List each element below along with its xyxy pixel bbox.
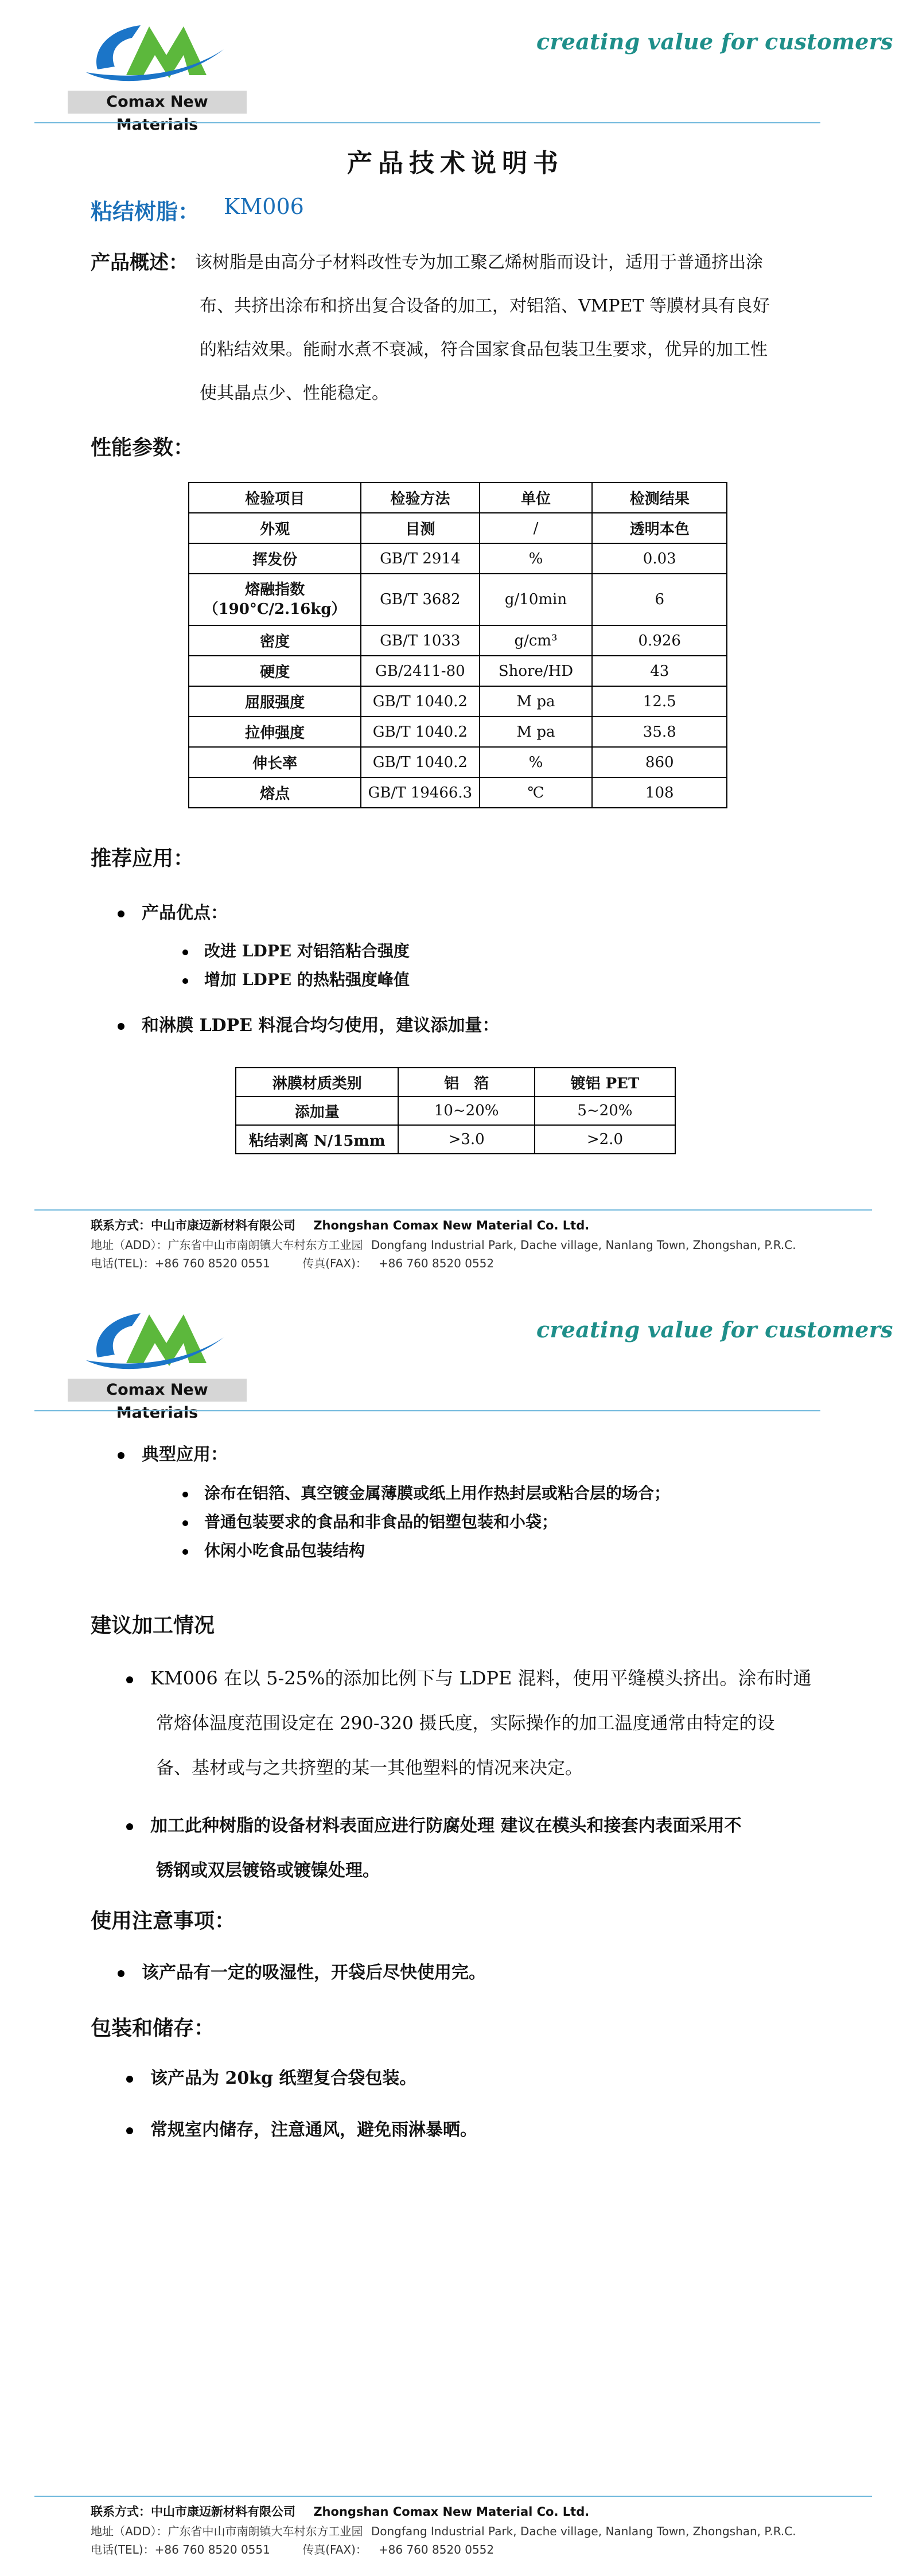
- bullet-icon: [182, 950, 188, 955]
- table-row: [189, 543, 727, 574]
- bullet-icon: [182, 1520, 188, 1526]
- advantages-bullet: [118, 898, 228, 924]
- table-row: [236, 1125, 675, 1154]
- table-cell: GB/T 3682: [361, 574, 479, 625]
- address-cn: 广东省中山市南朗镇大车村东方工业园: [168, 2524, 363, 2538]
- address-en: Dongfang Industrial Park, Dache village, Nanlang Town, Zhongshan, P.R.C.: [371, 2524, 796, 2538]
- table-cell: g/cm³: [480, 625, 593, 656]
- typical-text: 涂布在铝箔、真空镀金属薄膜或纸上用作热封层或粘合层的场合；: [204, 1484, 671, 1503]
- advantage-item: [182, 939, 410, 962]
- table-cell: 熔点: [189, 777, 361, 808]
- footer-contact: [91, 1216, 589, 1233]
- advantage-text: 改进 LDPE 对铝箔粘合强度: [204, 941, 410, 960]
- typical-text: 普通包装要求的食品和非食品的铝塑包装和小袋；: [204, 1512, 558, 1531]
- processing-text: 常熔体温度范围设定在 290-320 摄氏度，实际操作的加工温度通常由特定的设: [156, 1713, 775, 1734]
- table-cell: 屈服强度: [189, 686, 361, 717]
- table-row: [189, 717, 727, 747]
- table-cell: 目测: [361, 513, 479, 543]
- fax-number: +86 760 8520 0552: [378, 2543, 495, 2556]
- table-header-row: [189, 482, 727, 513]
- resin-label: 粘结树脂：: [91, 199, 200, 224]
- contact-label: 联系方式：: [91, 1219, 151, 1232]
- table-cell: 5~20%: [535, 1096, 675, 1125]
- address-label: 地址（ADD）：: [91, 2524, 168, 2538]
- header-divider: [34, 1410, 820, 1411]
- fax-label: 传真(FAX)：: [302, 1256, 367, 1270]
- advantage-item: [182, 967, 410, 990]
- applications-title: 推荐应用：: [91, 846, 194, 870]
- table-cell: /: [480, 513, 593, 543]
- footer-phone: [91, 2540, 494, 2557]
- table-cell: 外观: [189, 513, 361, 543]
- processing-text: 加工此种树脂的设备材料表面应进行防腐处理 建议在模头和接套内表面采用不: [150, 1816, 742, 1836]
- bullet-icon: [126, 2076, 133, 2083]
- performance-title: 性能参数：: [91, 435, 194, 460]
- table-cell: 35.8: [592, 717, 727, 747]
- typical-bullet: [118, 1440, 228, 1465]
- table-cell: GB/T 1033: [361, 625, 479, 656]
- table-cell: ℃: [480, 777, 593, 808]
- table-cell: 10~20%: [398, 1096, 534, 1125]
- table-cell: 添加量: [236, 1096, 398, 1125]
- fax-number: +86 760 8520 0552: [378, 1256, 495, 1270]
- resin-code: KM006: [224, 194, 304, 219]
- table-header-cell: 铝 箔: [398, 1068, 534, 1096]
- table-row: [189, 625, 727, 656]
- storage-text: 该产品为 20kg 纸塑复合袋包装。: [150, 2068, 417, 2088]
- tagline: creating value for customers: [536, 29, 893, 55]
- address-cn: 广东省中山市南朗镇大车村东方工业园: [168, 1238, 363, 1252]
- company-logo: [68, 15, 251, 134]
- contact-label: 联系方式：: [91, 2505, 151, 2519]
- table-cell: >2.0: [535, 1125, 675, 1154]
- overview-label: 产品概述：: [91, 251, 188, 274]
- table-header-cell: 检测结果: [592, 482, 727, 513]
- bullet-icon: [126, 1676, 133, 1683]
- footer-contact: [91, 2503, 589, 2520]
- table-row: [189, 513, 727, 543]
- table-cell: 透明本色: [592, 513, 727, 543]
- typical-item: [182, 1481, 670, 1504]
- table-cell: 860: [592, 747, 727, 777]
- mix-bullet: [118, 1011, 499, 1036]
- table-header-cell: 镀铝 PET: [535, 1068, 675, 1096]
- storage-title: 包装和储存：: [91, 2016, 215, 2040]
- table-cell: M pa: [480, 717, 593, 747]
- table-cell: >3.0: [398, 1125, 534, 1154]
- logo-mark-icon: [86, 1303, 235, 1378]
- table-header-row: [236, 1068, 675, 1096]
- performance-table: [188, 482, 727, 808]
- processing-text: 锈钢或双层镀铬或镀镍处理。: [156, 1861, 380, 1881]
- notes-item: [118, 1958, 486, 1983]
- table-cell: Shore/HD: [480, 656, 593, 686]
- table-header-cell: 淋膜材质类别: [236, 1068, 398, 1096]
- footer-divider: [34, 1209, 872, 1211]
- table-row: [189, 686, 727, 717]
- table-cell: M pa: [480, 686, 593, 717]
- footer-phone: [91, 1254, 494, 1271]
- footer-address: [91, 2522, 796, 2539]
- address-en: Dongfang Industrial Park, Dache village, Nanlang Town, Zhongshan, P.R.C.: [371, 1238, 796, 1252]
- company-name-cn: 中山市康迈新材料有限公司: [151, 2505, 295, 2519]
- table-cell: GB/T 1040.2: [361, 686, 479, 717]
- notes-text: 该产品有一定的吸湿性，开袋后尽快使用完。: [142, 1963, 486, 1983]
- bullet-icon: [182, 1492, 188, 1497]
- overview-line: 该树脂是由高分子材料改性专为加工聚乙烯树脂而设计，适用于普通挤出涂: [195, 252, 763, 273]
- processing-item-2: [126, 1811, 741, 1836]
- typical-item: [182, 1509, 558, 1532]
- table-cell: GB/2411-80: [361, 656, 479, 686]
- bullet-icon: [182, 1549, 188, 1555]
- tel-label: 电话(TEL)：: [91, 2543, 155, 2556]
- footer-address: [91, 1236, 796, 1252]
- bullet-icon: [182, 978, 188, 984]
- table-header-cell: 单位: [480, 482, 593, 513]
- bullet-icon: [118, 910, 124, 917]
- table-cell: 熔融指数（190°C/2.16kg）: [189, 574, 361, 625]
- header-divider: [34, 122, 820, 123]
- overview-line: 的粘结效果。能耐水煮不衰减，符合国家食品包装卫生要求，优异的加工性: [200, 340, 768, 360]
- processing-text: KM006 在以 5-25%的添加比例下与 LDPE 混料，使用平缝模头挤出。涂布时通: [150, 1667, 812, 1689]
- bullet-icon: [118, 1452, 124, 1459]
- advantages-label: 产品优点：: [142, 903, 228, 923]
- logo-text: Comax New Materials: [68, 1379, 247, 1402]
- tel-label: 电话(TEL)：: [91, 1256, 155, 1270]
- table-cell: GB/T 19466.3: [361, 777, 479, 808]
- logo-mark-icon: [86, 15, 235, 90]
- typical-item: [182, 1538, 365, 1561]
- logo-text: Comax New Materials: [68, 91, 247, 114]
- address-label: 地址（ADD）：: [91, 1238, 168, 1252]
- storage-text: 常规室内储存，注意通风，避免雨淋暴晒。: [150, 2120, 477, 2140]
- document-title: 产品技术说明书: [347, 149, 564, 178]
- table-header-cell: 检验方法: [361, 482, 479, 513]
- table-cell: 粘结剥离 N/15mm: [236, 1125, 398, 1154]
- table-cell: 硬度: [189, 656, 361, 686]
- notes-title: 使用注意事项：: [91, 1909, 236, 1933]
- table-cell: 108: [592, 777, 727, 808]
- table-cell: 伸长率: [189, 747, 361, 777]
- fax-label: 传真(FAX)：: [302, 2543, 367, 2556]
- mix-label: 和淋膜 LDPE 料混合均匀使用，建议添加量：: [142, 1015, 500, 1036]
- table-cell: %: [480, 543, 593, 574]
- processing-item-1: [126, 1664, 812, 1690]
- table-cell: 6: [592, 574, 727, 625]
- table-cell: 12.5: [592, 686, 727, 717]
- tel-number: +86 760 8520 0551: [154, 1256, 270, 1270]
- table-header-cell: 检验项目: [189, 482, 361, 513]
- company-name-en: Zhongshan Comax New Material Co. Ltd.: [313, 1219, 590, 1232]
- table-cell: 0.926: [592, 625, 727, 656]
- table-cell: 0.03: [592, 543, 727, 574]
- storage-item: [126, 2115, 477, 2141]
- company-name-en: Zhongshan Comax New Material Co. Ltd.: [313, 2505, 590, 2519]
- bullet-icon: [126, 1823, 133, 1830]
- page-2: [0, 1288, 911, 2576]
- table-cell: 密度: [189, 625, 361, 656]
- bullet-icon: [118, 1023, 124, 1030]
- table-row: [236, 1096, 675, 1125]
- storage-item: [126, 2064, 416, 2089]
- company-name-cn: 中山市康迈新材料有限公司: [151, 1219, 295, 1232]
- table-cell: GB/T 2914: [361, 543, 479, 574]
- table-cell: %: [480, 747, 593, 777]
- tel-number: +86 760 8520 0551: [154, 2543, 270, 2556]
- advantage-text: 增加 LDPE 的热粘强度峰值: [204, 970, 410, 989]
- typical-label: 典型应用：: [142, 1445, 228, 1465]
- table-row: [189, 747, 727, 777]
- processing-title: 建议加工情况: [91, 1613, 215, 1637]
- mix-table: [235, 1067, 676, 1154]
- overview-line: 使其晶点少、性能稳定。: [200, 383, 389, 403]
- processing-text: 备、基材或与之共挤塑的某一其他塑料的情况来决定。: [156, 1758, 583, 1779]
- footer-divider: [34, 2496, 872, 2497]
- typical-text: 休闲小吃食品包装结构: [204, 1541, 365, 1560]
- bullet-icon: [118, 1970, 124, 1977]
- overview-line: 布、共挤出涂布和挤出复合设备的加工，对铝箔、VMPET 等膜材具有良好: [200, 296, 770, 316]
- table-cell: 拉伸强度: [189, 717, 361, 747]
- tagline: creating value for customers: [536, 1317, 893, 1343]
- company-logo: [68, 1303, 251, 1422]
- table-cell: GB/T 1040.2: [361, 747, 479, 777]
- table-row: [189, 777, 727, 808]
- table-cell: GB/T 1040.2: [361, 717, 479, 747]
- table-cell: 挥发份: [189, 543, 361, 574]
- table-cell: 43: [592, 656, 727, 686]
- bullet-icon: [126, 2127, 133, 2134]
- table-cell: g/10min: [480, 574, 593, 625]
- table-row: [189, 574, 727, 625]
- table-row: [189, 656, 727, 686]
